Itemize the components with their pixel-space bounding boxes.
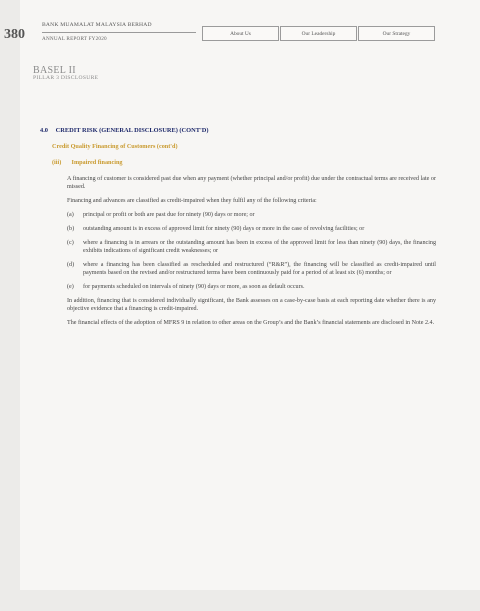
- bank-name: BANK MUAMALAT MALAYSIA BERHAD: [42, 22, 152, 28]
- section-title: BASEL II: [33, 65, 76, 76]
- header-rule: [42, 32, 196, 33]
- criteria-text: where a financing is in arrears or the outstanding amount has been in excess of the approved limit for less than ninety (90) days, the financing exhibits indications of significant credit weaknesses; or: [83, 240, 436, 254]
- section-subtitle: PILLAR 3 DISCLOSURE: [33, 75, 99, 81]
- nav-our-leadership-button[interactable]: Our Leadership: [280, 26, 357, 41]
- criteria-text: principal or profit or both are past due for ninety (90) days or more; or: [83, 212, 255, 218]
- criteria-text: for payments scheduled on intervals of ninety (90) days or more, as soon as default occurs.: [83, 284, 305, 290]
- subsection-heading: [52, 159, 436, 167]
- criteria-label: (d): [67, 262, 75, 268]
- criteria-item: [67, 239, 436, 255]
- criteria-item: [67, 283, 436, 291]
- paragraph-criteria-intro: Financing and advances are classified as credit-impaired when they fulfil any of the following criteria:: [67, 198, 317, 204]
- heading-number: 4.0: [40, 127, 48, 134]
- criteria-label: (c): [67, 240, 74, 246]
- content-body: [40, 127, 436, 333]
- nav-our-strategy-button[interactable]: Our Strategy: [358, 26, 435, 41]
- paragraph-individual-assessment: In addition, financing that is considered individually significant, the Bank assesses on a case-by-case basis at each reporting date whether there is any objective evidence that a financing is credit-impaired.: [67, 298, 436, 312]
- criteria-item: [67, 225, 436, 233]
- main-heading: [40, 127, 436, 135]
- subsection-text: Impaired financing: [71, 159, 123, 166]
- paragraph-past-due: A financing of customer is considered past due when any payment (whether principal and/or profit) due under the contractual terms are received late or missed.: [67, 176, 436, 190]
- criteria-item: [67, 211, 436, 219]
- paragraph-mfrs9: The financial effects of the adoption of MFRS 9 in relation to other areas on the Group’s and the Bank’s financial statements are disclosed in Note 2.4.: [67, 320, 435, 326]
- criteria-label: (b): [67, 226, 75, 232]
- criteria-item: [67, 261, 436, 277]
- page-number: 380: [4, 27, 25, 42]
- criteria-label: (e): [67, 284, 74, 290]
- criteria-text: where a financing has been classified as rescheduled and restructured (“R&R”), the financing will be classified as credit-impaired until payments based on the revised and/or restructured terms have been continuously paid for a period of at least six (6) months; or: [83, 262, 436, 276]
- criteria-label: (a): [67, 212, 74, 218]
- heading-text: CREDIT RISK (GENERAL DISCLOSURE) (CONT'D): [55, 127, 209, 134]
- criteria-text: outstanding amount is in excess of approved limit for ninety (90) days or more in the case of revolving facilities; or: [83, 226, 365, 232]
- report-title: ANNUAL REPORT FY2020: [42, 36, 107, 42]
- subheading: Credit Quality Financing of Customers (cont'd): [52, 143, 178, 150]
- subsection-number: (iii): [52, 159, 62, 166]
- nav-about-us-button[interactable]: About Us: [202, 26, 279, 41]
